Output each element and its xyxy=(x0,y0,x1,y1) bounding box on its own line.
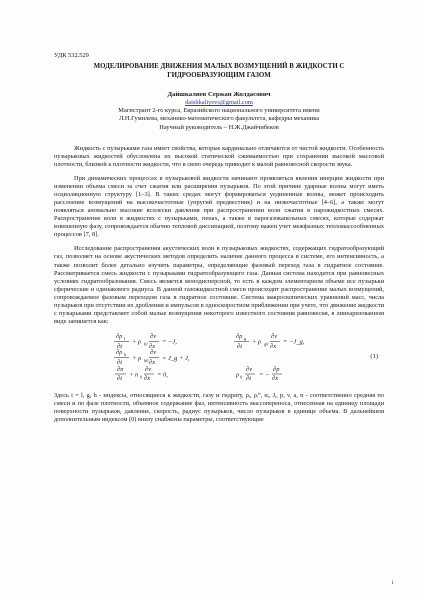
eq-row3-right-rhs: = − xyxy=(259,371,270,379)
svg-text:0: 0 xyxy=(140,374,143,380)
svg-text:∂p: ∂p xyxy=(273,365,280,373)
svg-text:∂ρ: ∂ρ xyxy=(116,348,123,356)
eq-row1-right-rhs: = −J_g, xyxy=(283,338,305,346)
svg-text:∂v: ∂v xyxy=(271,332,278,340)
svg-text:∂x: ∂x xyxy=(149,342,156,350)
svg-text:∂ρ: ∂ρ xyxy=(116,332,123,340)
title-line-1: МОДЕЛИРОВАНИЕ ДВИЖЕНИЯ МАЛЫХ ВОЗМУЩЕНИЙ В ЖИДКОСТИ С xyxy=(93,63,345,70)
svg-text:∂t: ∂t xyxy=(237,342,243,350)
svg-text:∂t: ∂t xyxy=(117,358,123,366)
svg-text:∂t: ∂t xyxy=(117,342,123,350)
svg-text:+ ρ: + ρ xyxy=(132,338,142,346)
udc-code: УДК 532.529 xyxy=(54,52,89,59)
svg-text:∂t: ∂t xyxy=(117,374,123,382)
svg-text:+ n: + n xyxy=(129,371,139,379)
svg-text:∂x: ∂x xyxy=(149,358,156,366)
page-number: 1 xyxy=(391,580,394,586)
eq-row1-left-rhs: = −J, xyxy=(162,338,177,346)
affiliation-line: Л.Н.Гумилева, механико-математического факультета, кафедры механика xyxy=(118,115,320,123)
paragraph: При динамических процессах в пузырьковой жидкости начинают проявляться явления инерции жидкости при изменении объема смеси за счет сжатия или расширения пузырьков. По этой причине ударные волны могут иметь осцилляционную структуру [1–3]. В таких средах могут формироваться уединенные волны, может происходить расслоение возмущений на высокочастотные (упругий предвестник) и на низкочастотные [4–6], а также могут появляться аномально высокие всплески давления при распространении волн сжатия в парожидкостных смесях. Распространение волн в жидкостях с пузырьками, пенах, а также в парогазокапельных смесях, которые содержат взвешенную фазу, сопровождается обычно тепловой диссипацией, поэтому важен учет межфазных тепломассообменных процессов [7, 8]. xyxy=(54,175,384,239)
svg-text:l: l xyxy=(124,335,126,341)
title-line-2: ГИДРООБРАЗУЮЩИМ ГАЗОМ xyxy=(167,72,271,79)
svg-text:∂v: ∂v xyxy=(145,365,152,373)
svg-text:∂x: ∂x xyxy=(272,374,279,382)
paper-body xyxy=(54,145,384,424)
svg-text:+ ρ: + ρ xyxy=(132,354,142,362)
equation-system-1 xyxy=(112,332,362,388)
eq-row2-rhs: = J_g + J, xyxy=(162,354,190,362)
author-affiliation xyxy=(54,107,384,132)
svg-text:∂ρ: ∂ρ xyxy=(236,332,243,340)
paragraph: Жидкость с пузырьками газа имеет свойства, которые кардинально отличаются от чистой жидкости. Особенность пузырьковых жидкостей обусловлена их высокой статической сжимаемостью при сохранении высокой массовой плотности, близкой к плотности жидкости, что в свою очередь приводит к малой равновесной скорости звука. xyxy=(54,144,384,168)
equation-number: (1) xyxy=(370,352,378,360)
affiliation-line: Магистрант 2-го курса, Евразийского национального университета имени xyxy=(118,107,320,114)
svg-text:∂x: ∂x xyxy=(144,374,151,382)
advisor-line: Научный руководитель – Н.Ж.Джайчибеков xyxy=(159,123,279,131)
svg-text:+ ρ: + ρ xyxy=(252,338,262,346)
paper-title xyxy=(54,62,384,80)
svg-text:∂t: ∂t xyxy=(246,374,252,382)
svg-text:h: h xyxy=(124,351,127,357)
paragraph: Здесь i = l, g, h - индексы, относящиеся к жидкости, газу и гидрату, ρᵢ, ρᵢ⁰, αᵢ, Jᵢ, p, v, a, n - соответственно средняя по смеси и по фазе плотности, объемное содержание фаз, интенсивность массопереноса, отнесенная на единицу площади поверхности пузырьков, давление, скорость, радиус пузырьков, число пузырьков в единице объема. В дальнейшем дополнительным индексом (0) внизу снабжены параметры, соответствующие xyxy=(54,391,384,424)
author-email-link[interactable]: daishkaliyevs@gmail.com xyxy=(185,99,253,106)
author-name: Дайшкалиев Сержан Жолдасович xyxy=(167,91,271,98)
svg-text:h0: h0 xyxy=(144,357,149,363)
svg-text:ρ: ρ xyxy=(236,371,240,379)
paragraph: Исследование распространения акустических волн в пузырьковых жидкостях, содержащих гидратообразующий газ, позволяет на основе акустических методов определить наличие данного процесса в системе, его интенсивность, а также позволит более детально изучить параметры, определяющие фазовый переход газа в гидратное состояние. Рассматривается смесь жидкости с пузырьками гидратообразующего газа. Данная система находится при равновесных условиях гидратообразования. Смесь является монодисперсной, то есть в каждом элементарном объеме все пузырьки сферические и одинакового радиуса. В данной газожидкостной смеси происходит распространение малых возмущений, сопровождаемое фазовым переходом газа в гидратное состояние. Система макроскопических уравнений масс, числа пузырьков при отсутствии их дробления и импульсов в односкоростном приближении при учете, что движение жидкости с пузырьками представляет собой малые возмущения некоторого известного состояния равновесия, в линеаризованном виде запишется как: xyxy=(54,245,384,325)
svg-text:g: g xyxy=(244,335,247,341)
eq-row3-left-rhs: = 0, xyxy=(157,371,168,379)
svg-text:∂v: ∂v xyxy=(150,332,157,340)
svg-text:∂x: ∂x xyxy=(270,342,277,350)
equation-block xyxy=(54,332,384,388)
svg-text:∂v: ∂v xyxy=(150,348,157,356)
svg-text:0: 0 xyxy=(240,374,243,380)
svg-text:g0: g0 xyxy=(264,341,269,347)
svg-text:∂v: ∂v xyxy=(246,365,253,373)
svg-text:l0: l0 xyxy=(144,341,148,347)
svg-text:∂n: ∂n xyxy=(117,365,124,373)
